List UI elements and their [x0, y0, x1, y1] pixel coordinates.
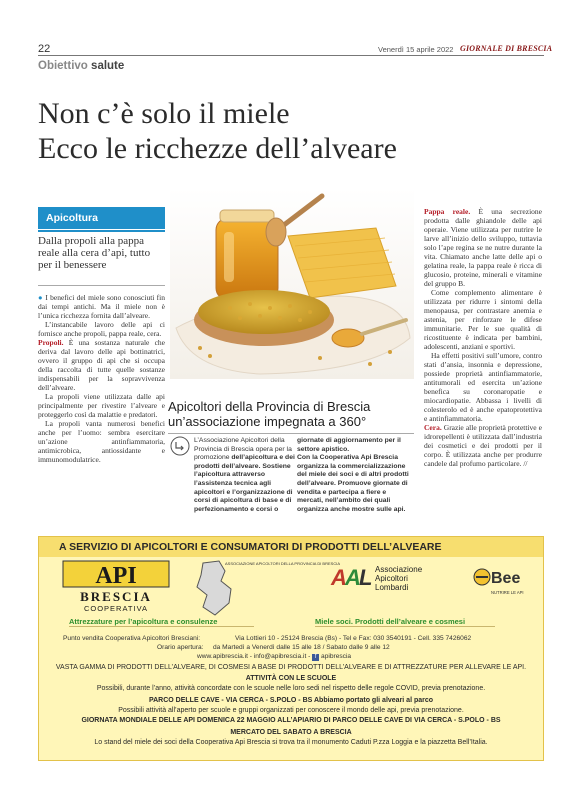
tag-underline — [38, 230, 165, 232]
col1-paragraph: La propoli vanta numerosi benefici anche per l’uomo: sembra esercitare un’azione antinfiammatoria, antimicrobica, antiossidante e immunomodulatrice. — [38, 419, 165, 464]
article-column-3 — [424, 207, 542, 468]
ad-info-line: Possibili, durante l’anno, attività concordate con le scuole nelle loro sedi nel rispetto delle regole COVID, previa prenotazione. — [96, 685, 486, 692]
api-brescia-logo — [63, 559, 169, 613]
facebook-icon: f — [312, 654, 319, 661]
ad-green-rule-right — [315, 626, 495, 627]
col1-paragraph: ● I benefici del miele sono conosciuti fin dai tempi antichi. Ma il miele non è l’unica ricchezza fornita dall’alveare. — [38, 293, 166, 320]
col1-paragraph: La propoli viene utilizzata dalle api principalmente per rivestire l’alveare e proteggerlo così da malattie e predatori. — [38, 392, 165, 419]
ad-info-line: GIORNATA MONDIALE DELLE API DOMENICA 22 MAGGIO ALL’APIARIO DI PARCO DELLE CAVE DI VIA CERCA - S.POLO - BS — [81, 717, 501, 724]
box-divider — [168, 433, 414, 434]
svg-text:L: L — [359, 565, 373, 590]
headline-line-2: Ecco le ricchezze dell’alveare — [38, 132, 397, 165]
article-column-1 — [38, 293, 165, 464]
ad-info-line: PARCO DELLE CAVE - VIA CERCA - S.POLO - BS Abbiamo portato gli alveari al parco — [148, 697, 434, 704]
bullet-icon: ● — [38, 293, 43, 302]
ad-green-left: Attrezzature per l’apicoltura e consulenze — [69, 617, 218, 626]
advertisement — [38, 536, 544, 761]
lombardi-line-3: Lombardi — [375, 583, 409, 592]
sales-point-label: Punto vendita Cooperativa Apicoltori Bresciani: — [63, 635, 201, 642]
box-column-b: giornate di aggiornamento per il settore apistico. Con la Cooperativa Api Brescia organizza la commercializzazione del miele dei soci e di altri prodotti dell’alveare. Promuove giornate di vendita e partecipa a fiere e mercati, nell’ambito dei quali organizza anche mostre sulle api. — [297, 437, 409, 513]
col3-paragraph: Ha effetti positivi sull’umore, contro stati d’ansia, insonnia e depressione, possiede proprietà antinfiammatorie, antitumorali ed esercita un’azione benefica su coronaropatie e miocardiopatie. Abbassa i livelli di colesterolo ed è anche epatoprotettiva e antinfiammatoria. — [424, 351, 542, 423]
issue-date: Venerdì 15 aprile 2022 — [378, 45, 454, 54]
article-subhead: Dalla propoli alla pappa reale alla cera d’api, tutto per il benessere — [38, 235, 151, 271]
ad-info-line: VASTA GAMMA DI PRODOTTI DELL’ALVEARE, DI COSMESI A BASE DI PRODOTTI DELL’ALVEARE E DI ATTREZZATURE PER ALLEVARE LE API. — [55, 664, 527, 671]
bee-brand-caption: NUTRIRE LE API — [491, 590, 524, 595]
ad-banner — [39, 537, 543, 557]
honey-pollen-photo — [170, 188, 414, 379]
ad-info-line: MERCATO DEL SABATO A BRESCIA — [230, 729, 352, 736]
lombardi-line-2: Apicoltori — [375, 574, 408, 583]
subhead-divider — [38, 285, 165, 286]
bee-brand-logo — [473, 563, 525, 599]
sales-point-address: Via Lottieri 10 - 25124 Brescia (Bs) - Tel e Fax: 030 3540191 - Cell. 335 7426062 — [235, 635, 472, 642]
box-title: Apicoltori della Provincia di Brescia un’associazione impegnata a 360° — [168, 399, 371, 429]
web-contacts: www.apibrescia.it - info@apibrescia.it - f apibrescia — [197, 653, 352, 660]
col3-paragraph: Pappa reale. È una secrezione prodotta dalle ghiandole delle api operaie. Viene utilizzata per nutrire le larve all’inizio dello sviluppo, tuttavia solo l’ape regina se ne nutre durante la vita. Chiamato anche latte delle api o gelatina reale, la pappa reale è ricca di glucosio, proteine, minerali e vitamine del gruppo B. — [424, 207, 543, 288]
hours-label: Orario apertura: — [157, 644, 204, 651]
ad-green-rule-left — [69, 626, 254, 627]
col1-paragraph: Propoli. È una sostanza naturale che deriva dal lavoro delle api bottinatrici, ovvero il gruppo di api che si occupa della raccolta di tutte quelle sostanze indispensabili per la sopravvivenza dell’alveare. — [38, 338, 165, 392]
ad-banner-text: A SERVIZIO DI APICOLTORI E CONSUMATORI DI PRODOTTI DELL’ALVEARE — [59, 541, 442, 553]
col3-paragraph: Cera. Grazie alle proprietà protettive e idrorepellenti è utilizzata dall’industria dei cosmetici e dei prodotti per il corpo. È utilizzata anche per produrre candele dal profumo particolare. // — [424, 423, 542, 468]
newspaper-masthead: GIORNALE DI BRESCIA — [460, 44, 553, 53]
map-logo-caption: ASSOCIAZIONE APICOLTORI DELLA PROVINCIA DI BRESCIA — [225, 561, 340, 566]
headline-line-1: Non c’è solo il miele — [38, 97, 290, 130]
apicoltori-lombardi-logo — [331, 561, 435, 595]
col1-paragraph: L’instancabile lavoro delle api ci fornisce anche propoli, pappa reale, cera. — [38, 320, 165, 338]
box-column-a: L’Associazione Apicoltori della Provincia di Brescia opera per la promozione dell’apicoltura e dei prodotti dell’alveare. Sostiene l’apicoltura attraverso l’assistenza tecnica agli apicoltori e l’organizzazione di corsi di apicoltura di base e di perfezionamento e corsi o — [194, 437, 295, 513]
province-map-logo — [185, 559, 340, 617]
svg-text:A: A — [331, 565, 347, 590]
headline — [38, 96, 538, 166]
ad-info-line: ATTIVITÀ CON LE SCUOLE — [245, 675, 337, 682]
col3-paragraph: Come complemento alimentare è utilizzata per ridurre i sintomi della menopausa, per contrastare anemia e astenia, per rinforzare le difese immunitarie. Per le sue qualità di ricostituente è indicata per bambini, adolescenti, anziani e sportivi. — [424, 288, 542, 351]
section-title-a: Obiettivo — [38, 60, 88, 72]
brescia-logo-text: BRESCIA — [80, 589, 152, 604]
ad-green-right: Miele soci. Prodotti dell’alveare e cosmesi — [315, 617, 466, 626]
coop-logo-text: COOPERATIVA — [83, 604, 149, 613]
section-title-b: salute — [91, 60, 125, 72]
header-divider — [38, 55, 544, 56]
section-title — [38, 60, 124, 72]
hours-text: da Martedì a Venerdì dalle 15 alle 18 / Sabato dalle 9 alle 12 — [213, 644, 390, 651]
ad-info-line: Possibili attività all’aperto per scuole e gruppi organizzati per conoscere il mondo delle api, previa prenotazione. — [118, 707, 464, 714]
ad-info-line: Lo stand del miele dei soci della Cooperativa Api Brescia si trova tra il monumento Caduti P.zza Loggia e la piazzetta Bell’Italia. — [94, 739, 488, 746]
category-tag: Apicoltura — [38, 207, 165, 229]
arrow-circle-icon — [170, 436, 190, 456]
lombardi-line-1: Associazione — [375, 565, 423, 574]
svg-text:A: A — [345, 565, 361, 590]
api-logo-text: API — [95, 563, 137, 589]
bee-brand-text: Bee — [491, 570, 521, 587]
page-number: 22 — [38, 43, 51, 55]
